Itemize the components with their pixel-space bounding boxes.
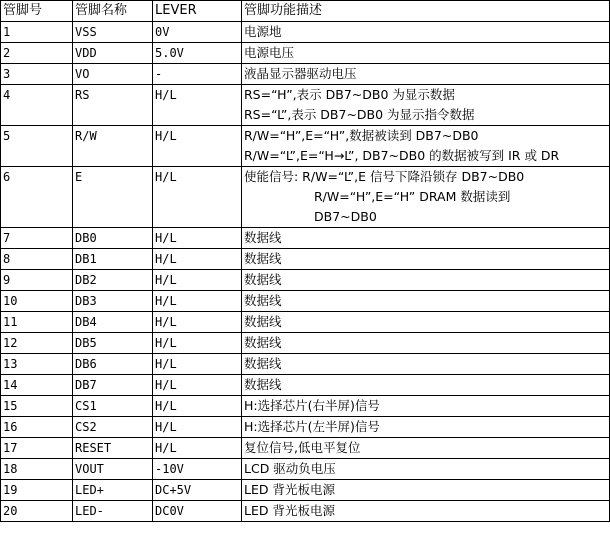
- pin-number-cell: 8: [1, 249, 73, 270]
- pin-number-cell: 5: [1, 126, 73, 167]
- pin-name-cell: DB2: [73, 270, 153, 291]
- table-row: [1, 85, 610, 126]
- pin-name-cell: VO: [73, 64, 153, 85]
- pin-function-cell: [242, 417, 610, 438]
- table-row: [1, 43, 610, 64]
- pin-function-cell: [242, 438, 610, 459]
- pin-name-cell: CS2: [73, 417, 153, 438]
- pin-name-cell: CS1: [73, 396, 153, 417]
- level-cell: H/L: [153, 291, 242, 312]
- function-description-line: 复位信号,低电平复位: [244, 440, 361, 455]
- pin-name-cell: E: [73, 167, 153, 228]
- pin-name-cell: DB4: [73, 312, 153, 333]
- pin-number-cell: 9: [1, 270, 73, 291]
- table-row: [1, 375, 610, 396]
- table-row: [1, 228, 610, 249]
- pin-function-cell: [242, 126, 610, 167]
- function-description-line: 数据线: [244, 251, 282, 266]
- level-cell: -: [153, 64, 242, 85]
- pin-number-cell: 12: [1, 333, 73, 354]
- pin-name-cell: DB6: [73, 354, 153, 375]
- function-description-line: 液晶显示器驱动电压: [244, 66, 357, 81]
- function-description-line: 数据线: [244, 335, 282, 350]
- table-row: [1, 126, 610, 167]
- function-description-line: R/W=“H”,E=“H”,数据被读到 DB7~DB0: [244, 128, 479, 143]
- table-header: [1, 1, 610, 22]
- level-cell: H/L: [153, 354, 242, 375]
- function-description-line: RS=“H”,表示 DB7~DB0 为显示数据: [244, 87, 455, 102]
- pin-function-cell: [242, 167, 610, 228]
- pin-number-cell: 14: [1, 375, 73, 396]
- table-row: [1, 249, 610, 270]
- pin-function-cell: [242, 64, 610, 85]
- table-row: [1, 438, 610, 459]
- level-cell: H/L: [153, 438, 242, 459]
- level-cell: H/L: [153, 333, 242, 354]
- function-description-line: 电源电压: [244, 45, 295, 60]
- header-pin-function: 管脚功能描述: [242, 1, 610, 22]
- function-description-line: 数据线: [244, 293, 282, 308]
- function-description-line: LED 背光板电源: [244, 503, 335, 518]
- pin-function-cell: [242, 43, 610, 64]
- function-description-line: 数据线: [244, 356, 282, 371]
- function-description-line: 使能信号: R/W=“L”,E 信号下降沿锁存 DB7~DB0: [244, 169, 525, 184]
- table-row: [1, 501, 610, 522]
- level-cell: DC0V: [153, 501, 242, 522]
- level-cell: H/L: [153, 396, 242, 417]
- pin-name-cell: RS: [73, 85, 153, 126]
- pin-function-cell: [242, 501, 610, 522]
- pin-function-cell: [242, 270, 610, 291]
- function-description-line: LED 背光板电源: [244, 482, 335, 497]
- level-cell: H/L: [153, 228, 242, 249]
- pin-function-cell: [242, 333, 610, 354]
- header-level: LEVER: [153, 1, 242, 22]
- header-pin-number: 管脚号: [1, 1, 73, 22]
- function-description-line: 电源地: [244, 24, 282, 39]
- pin-function-cell: [242, 312, 610, 333]
- function-description-line: 数据线: [244, 377, 282, 392]
- level-cell: H/L: [153, 270, 242, 291]
- pin-function-cell: [242, 354, 610, 375]
- function-description-line: LCD 驱动负电压: [244, 461, 336, 476]
- pin-function-cell: [242, 396, 610, 417]
- pin-function-cell: [242, 228, 610, 249]
- pin-name-cell: DB0: [73, 228, 153, 249]
- table-body: [1, 22, 610, 522]
- pin-name-cell: R/W: [73, 126, 153, 167]
- pin-number-cell: 1: [1, 22, 73, 43]
- pin-number-cell: 13: [1, 354, 73, 375]
- pin-function-cell: [242, 249, 610, 270]
- pin-name-cell: DB5: [73, 333, 153, 354]
- function-description-line: DB7~DB0: [314, 209, 377, 224]
- table-row: [1, 167, 610, 228]
- function-description-line: H:选择芯片(左半屏)信号: [244, 419, 380, 434]
- table-row: [1, 22, 610, 43]
- table-row: [1, 333, 610, 354]
- level-cell: -10V: [153, 459, 242, 480]
- table-row: [1, 417, 610, 438]
- function-description-line: R/W=“H”,E=“H” DRAM 数据读到: [314, 189, 511, 204]
- table-row: [1, 354, 610, 375]
- pin-number-cell: 7: [1, 228, 73, 249]
- pin-number-cell: 17: [1, 438, 73, 459]
- level-cell: 5.0V: [153, 43, 242, 64]
- pin-number-cell: 6: [1, 167, 73, 228]
- function-description-line: 数据线: [244, 230, 282, 245]
- table-row: [1, 64, 610, 85]
- header-row: [1, 1, 610, 22]
- pin-function-cell: [242, 375, 610, 396]
- level-cell: H/L: [153, 312, 242, 333]
- pin-number-cell: 11: [1, 312, 73, 333]
- pin-function-cell: [242, 291, 610, 312]
- table-row: [1, 480, 610, 501]
- pin-name-cell: LED-: [73, 501, 153, 522]
- function-description-line: 数据线: [244, 314, 282, 329]
- level-cell: H/L: [153, 167, 242, 228]
- pin-function-cell: [242, 459, 610, 480]
- pin-name-cell: LED+: [73, 480, 153, 501]
- pin-name-cell: VDD: [73, 43, 153, 64]
- pin-number-cell: 20: [1, 501, 73, 522]
- level-cell: H/L: [153, 375, 242, 396]
- pin-number-cell: 15: [1, 396, 73, 417]
- pin-function-cell: [242, 85, 610, 126]
- pin-name-cell: VOUT: [73, 459, 153, 480]
- pin-number-cell: 19: [1, 480, 73, 501]
- pin-number-cell: 3: [1, 64, 73, 85]
- table-row: [1, 396, 610, 417]
- function-description-line: 数据线: [244, 272, 282, 287]
- pin-name-cell: DB7: [73, 375, 153, 396]
- pin-name-cell: VSS: [73, 22, 153, 43]
- pin-name-cell: DB1: [73, 249, 153, 270]
- pin-function-cell: [242, 480, 610, 501]
- level-cell: H/L: [153, 126, 242, 167]
- pin-number-cell: 4: [1, 85, 73, 126]
- pin-number-cell: 18: [1, 459, 73, 480]
- pin-name-cell: DB3: [73, 291, 153, 312]
- pin-number-cell: 2: [1, 43, 73, 64]
- level-cell: 0V: [153, 22, 242, 43]
- header-pin-name: 管脚名称: [73, 1, 153, 22]
- function-description-line: RS=“L”,表示 DB7~DB0 为显示指令数据: [244, 107, 475, 122]
- level-cell: H/L: [153, 417, 242, 438]
- function-description-line: H:选择芯片(右半屏)信号: [244, 398, 380, 413]
- pin-number-cell: 10: [1, 291, 73, 312]
- level-cell: H/L: [153, 85, 242, 126]
- pin-function-cell: [242, 22, 610, 43]
- level-cell: H/L: [153, 249, 242, 270]
- pin-number-cell: 16: [1, 417, 73, 438]
- table-row: [1, 459, 610, 480]
- function-description-line: R/W=“L”,E=“H→L”, DB7~DB0 的数据被写到 IR 或 DR: [244, 148, 560, 163]
- pin-name-cell: RESET: [73, 438, 153, 459]
- level-cell: DC+5V: [153, 480, 242, 501]
- table-row: [1, 291, 610, 312]
- table-row: [1, 270, 610, 291]
- table-row: [1, 312, 610, 333]
